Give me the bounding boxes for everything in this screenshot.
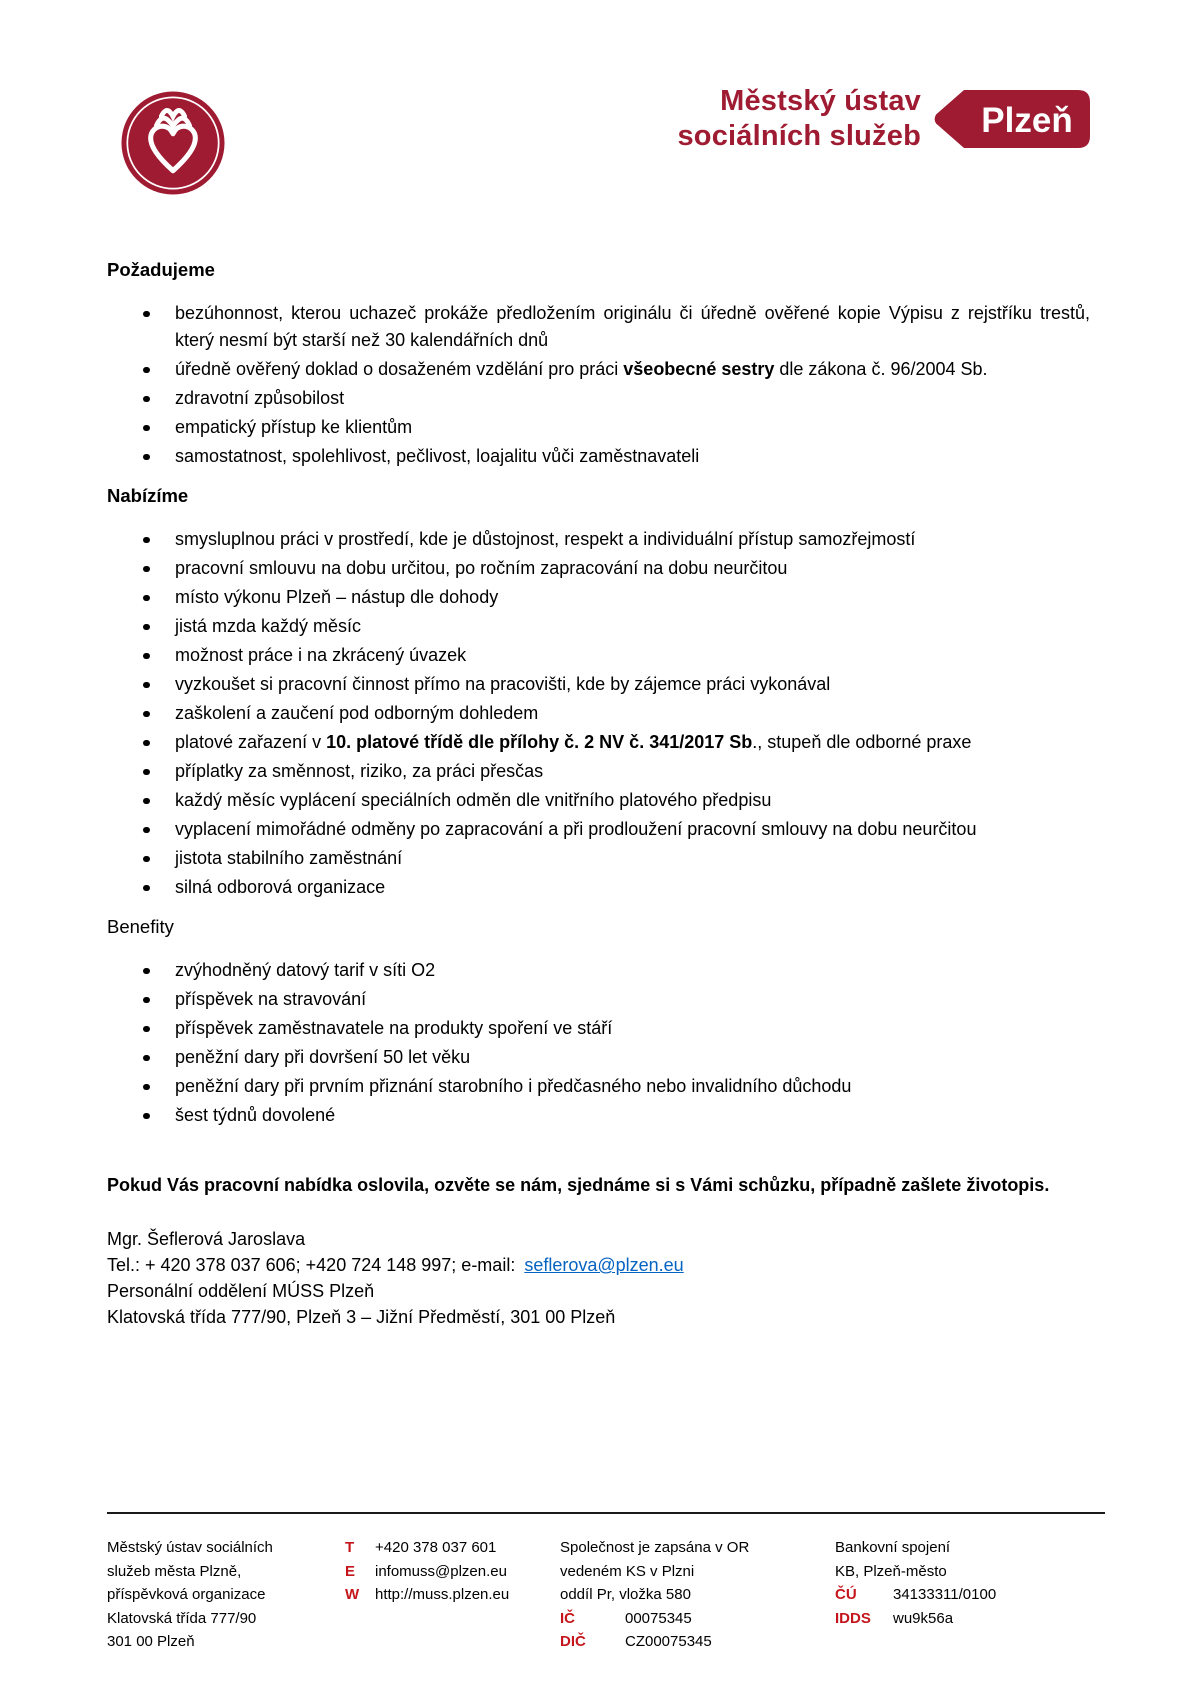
plzen-badge <box>933 90 1090 148</box>
bullet-text: úředně ověřený doklad o dosaženém vzdělání pro práci <box>175 359 624 379</box>
bullet-text: bezúhonnost, kterou uchazeč prokáže předložením originálu či úředně ověřené kopie Výpisu z rejstříku trestů, který nesmí být starší než 30 kalendářních dnů <box>175 303 1090 350</box>
brand-name <box>677 84 921 154</box>
bullet-item <box>107 957 1090 984</box>
bullet-text: šest týdnů dovolené <box>175 1105 336 1125</box>
footer-row <box>345 1583 560 1607</box>
bullet-text: vyzkoušet si pracovní činnost přímo na pracovišti, kde by zájemce práci vykonával <box>175 674 831 694</box>
bullet-text: smysluplnou práci v prostředí, kde je důstojnost, respekt a individuální přístup samozřejmostí <box>175 529 916 549</box>
bullet-text: pracovní smlouvu na dobu určitou, po ročním zapracování na dobu neurčitou <box>175 558 788 578</box>
bullet-text-bold: 10. platové třídě dle přílohy č. 2 NV č. 341/2017 Sb <box>326 732 753 752</box>
footer-row <box>107 1630 345 1654</box>
email-link[interactable]: seflerova@plzen.eu <box>524 1255 684 1275</box>
footer-row <box>560 1536 835 1560</box>
document-footer <box>107 1512 1105 1654</box>
bullet-item <box>107 816 1090 843</box>
footer-value: 00075345 <box>625 1609 692 1627</box>
footer-row <box>560 1630 835 1654</box>
footer-column <box>107 1536 345 1654</box>
muss-heart-logo <box>121 91 225 195</box>
bullet-item <box>107 526 1090 553</box>
footer-label: ČÚ <box>835 1586 857 1603</box>
footer-value: Městský ústav sociálních <box>107 1539 273 1556</box>
footer-value: příspěvková organizace <box>107 1586 266 1603</box>
bullet-text: samostatnost, spolehlivost, pečlivost, loajalitu vůči zaměstnavateli <box>175 446 700 466</box>
bullet-item <box>107 758 1090 785</box>
footer-column <box>835 1536 1105 1654</box>
bullet-item <box>107 356 1090 383</box>
footer-column <box>345 1536 560 1654</box>
bullet-item <box>107 555 1090 582</box>
bullet-text: platové zařazení v <box>175 732 327 752</box>
bullet-item <box>107 613 1090 640</box>
footer-value: 301 00 Plzeň <box>107 1633 195 1650</box>
bullet-text: peněžní dary při prvním přiznání starobního i předčasného nebo invalidního důchodu <box>175 1076 852 1096</box>
bullet-text: zaškolení a zaučení pod odborným dohledem <box>175 703 539 723</box>
footer-value: +420 378 037 601 <box>375 1539 497 1556</box>
bullet-text: každý měsíc vyplácení speciálních odměn dle vnitřního platového předpisu <box>175 790 772 810</box>
brand-lockup <box>677 84 1090 154</box>
bullet-text: peněžní dary při dovršení 50 let věku <box>175 1047 471 1067</box>
footer-row <box>345 1560 560 1584</box>
bullet-text: možnost práce i na zkrácený úvazek <box>175 645 467 665</box>
section-heading: Benefity <box>107 916 174 937</box>
footer-row <box>107 1583 345 1607</box>
document-header <box>107 78 1090 195</box>
footer-value: Klatovská třída 777/90 <box>107 1609 257 1627</box>
bullet-text: příplatky za směnnost, riziko, za práci přesčas <box>175 761 544 781</box>
footer-columns <box>107 1536 1105 1654</box>
footer-row <box>560 1560 835 1584</box>
bullet-list <box>107 526 1090 901</box>
footer-label: IČ <box>560 1609 575 1627</box>
bullet-item <box>107 1102 1090 1129</box>
bullet-text: zdravotní způsobilost <box>175 388 345 408</box>
brand-name-line1: Městský ústav <box>720 85 921 117</box>
footer-row <box>835 1583 1105 1607</box>
footer-label: E <box>345 1562 356 1580</box>
bullet-item <box>107 1015 1090 1042</box>
bullet-text: jistota stabilního zaměstnání <box>175 848 403 868</box>
bullet-text: jistá mzda každý měsíc <box>175 616 362 636</box>
contact-tel-line <box>107 1252 1090 1278</box>
contact-name: Mgr. Šeflerová Jaroslava <box>107 1229 306 1249</box>
footer-row <box>560 1607 835 1631</box>
brand-name-line2: sociálních služeb <box>677 120 921 152</box>
footer-label: DIČ <box>560 1633 586 1650</box>
footer-value: oddíl Pr, vložka 580 <box>560 1586 691 1603</box>
bullet-item <box>107 300 1090 354</box>
bullet-item <box>107 414 1090 441</box>
bullet-item <box>107 584 1090 611</box>
bullet-text: empatický přístup ke klientům <box>175 417 413 437</box>
bullet-item <box>107 700 1090 727</box>
footer-value: wu9k56a <box>893 1609 954 1627</box>
bullet-item <box>107 385 1090 412</box>
bullet-list <box>107 957 1090 1129</box>
bullet-item <box>107 443 1090 470</box>
bullet-text: dle zákona č. 96/2004 Sb. <box>774 359 988 379</box>
footer-value: infomuss@plzen.eu <box>375 1562 507 1580</box>
bullet-text: příspěvek zaměstnavatele na produkty spoření ve stáří <box>175 1018 613 1038</box>
bullet-text-bold: všeobecné sestry <box>623 359 775 379</box>
footer-value: http://muss.plzen.eu <box>375 1586 510 1603</box>
plzen-badge-label: Plzeň <box>981 101 1073 140</box>
bullet-item <box>107 1044 1090 1071</box>
section <box>107 259 1090 470</box>
footer-row <box>835 1560 1105 1584</box>
bullet-item <box>107 729 1090 756</box>
bullet-text: příspěvek na stravování <box>175 989 367 1009</box>
bullet-item <box>107 874 1090 901</box>
bullet-text: vyplacení mimořádné odměny po zapracování a při prodloužení pracovní smlouvy na dobu neurčitou <box>175 819 977 839</box>
bullet-text: silná odborová organizace <box>175 877 386 897</box>
footer-value: KB, Plzeň-město <box>835 1562 947 1580</box>
footer-row <box>560 1583 835 1607</box>
bullet-item <box>107 787 1090 814</box>
footer-label: IDDS <box>835 1609 871 1627</box>
bullet-text: zvýhodněný datový tarif v síti O2 <box>175 960 436 980</box>
section-heading: Nabízíme <box>107 485 189 506</box>
bullet-item <box>107 986 1090 1013</box>
contact-tel-text: Tel.: + 420 378 037 606; +420 724 148 997; e-mail: <box>107 1255 516 1275</box>
section-heading: Požadujeme <box>107 259 215 280</box>
footer-value: vedeném KS v Plzni <box>560 1562 695 1580</box>
bullet-item <box>107 1073 1090 1100</box>
bullet-item <box>107 671 1090 698</box>
footer-row <box>835 1536 1105 1560</box>
bullet-text: ., stupeň dle odborné praxe <box>752 732 972 752</box>
plzen-badge-icon <box>933 90 1090 148</box>
footer-value: CZ00075345 <box>625 1633 712 1650</box>
footer-row <box>107 1536 345 1560</box>
bullet-list <box>107 300 1090 470</box>
footer-row <box>107 1607 345 1631</box>
footer-value: Společnost je zapsána v OR <box>560 1539 750 1556</box>
footer-value: 34133311/0100 <box>893 1586 997 1603</box>
footer-row <box>835 1607 1105 1631</box>
sections-container <box>107 259 1090 1129</box>
bullet-text: místo výkonu Plzeň – nástup dle dohody <box>175 587 499 607</box>
section <box>107 485 1090 901</box>
footer-row <box>107 1560 345 1584</box>
contact-address: Klatovská třída 777/90, Plzeň 3 – Jižní Předměstí, 301 00 Plzeň <box>107 1307 616 1327</box>
bullet-item <box>107 642 1090 669</box>
heart-logo-icon <box>121 91 225 195</box>
closing-paragraph: Pokud Vás pracovní nabídka oslovila, ozvěte se nám, sjednáme si s Vámi schůzku, případně zašlete životopis. <box>107 1175 1050 1195</box>
bullet-item <box>107 845 1090 872</box>
footer-value: služeb města Plzně, <box>107 1562 242 1580</box>
footer-label: W <box>345 1586 360 1603</box>
footer-value: Bankovní spojení <box>835 1539 951 1556</box>
contact-block <box>107 1226 1090 1330</box>
contact-department: Personální oddělení MÚSS Plzeň <box>107 1281 375 1301</box>
footer-label: T <box>345 1539 355 1556</box>
footer-row <box>345 1536 560 1560</box>
footer-column <box>560 1536 835 1654</box>
section <box>107 916 1090 1129</box>
